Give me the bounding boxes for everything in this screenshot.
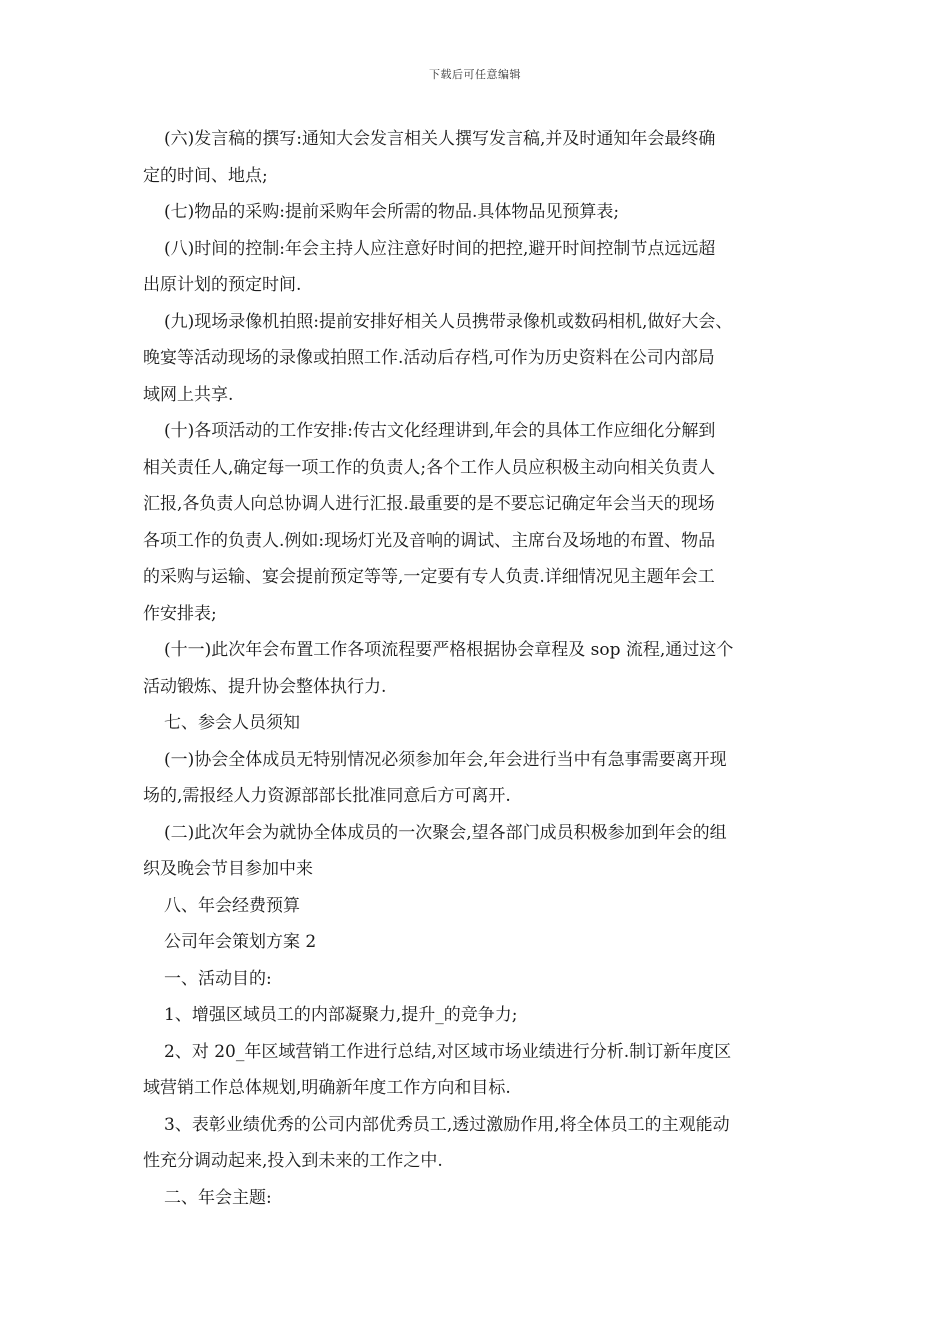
paragraph-line: (八)时间的控制:年会主持人应注意好时间的把控,避开时间控制节点远远超 — [164, 238, 716, 259]
paragraph-line: 晚宴等活动现场的录像或拍照工作.活动后存档,可作为历史资料在公司内部局 — [143, 348, 715, 368]
section-heading: 一、活动目的: — [164, 968, 272, 989]
paragraph-line: 3、表彰业绩优秀的公司内部优秀员工,透过激励作用,将全体员工的主观能动 — [164, 1114, 730, 1135]
paragraph-line: 织及晚会节目参加中来 — [143, 859, 313, 879]
paragraph-line: (一)协会全体成员无特别情况必须参加年会,年会进行当中有急事需要离开现 — [164, 749, 727, 770]
section-heading: 二、年会主题: — [164, 1187, 272, 1208]
paragraph-line: 定的时间、地点; — [143, 165, 268, 186]
document-title: 公司年会策划方案 2 — [164, 932, 317, 952]
paragraph-line: 的采购与运输、宴会提前预定等等,一定要有专人负责.详细情况见主题年会工 — [143, 567, 715, 587]
paragraph-line: 场的,需报经人力资源部部长批准同意后方可离开. — [143, 786, 511, 806]
paragraph-line: (十)各项活动的工作安排:传古文化经理讲到,年会的具体工作应细化分解到 — [164, 421, 716, 441]
document-body — [143, 121, 811, 1216]
paragraph-line: 性充分调动起来,投入到未来的工作之中. — [143, 1151, 443, 1171]
paragraph-line: (二)此次年会为就协全体成员的一次聚会,望各部门成员积极参加到年会的组 — [164, 822, 727, 843]
paragraph-line: 汇报,各负责人向总协调人进行汇报.最重要的是不要忘记确定年会当天的现场 — [143, 494, 715, 514]
paragraph-line: (十一)此次年会布置工作各项流程要严格根据协会章程及 sop 流程,通过这个 — [164, 640, 734, 660]
paragraph-line: 2、对 20_年区域营销工作进行总结,对区域市场业绩进行分析.制订新年度区 — [164, 1041, 732, 1062]
paragraph-line: 1、增强区域员工的内部凝聚力,提升_的竞争力; — [164, 1005, 518, 1025]
section-heading: 八、年会经费预算 — [164, 895, 300, 916]
paragraph-line: 相关责任人,确定每一项工作的负责人;各个工作人员应积极主动向相关负责人 — [143, 457, 716, 478]
paragraph-line: 出原计划的预定时间. — [143, 275, 302, 295]
paragraph-line: (七)物品的采购:提前采购年会所需的物品.具体物品见预算表; — [164, 202, 620, 222]
paragraph-line: (九)现场录像机拍照:提前安排好相关人员携带录像机或数码相机,做好大会、 — [164, 311, 733, 332]
paragraph-line: 域网上共享. — [143, 384, 234, 405]
section-heading: 七、参会人员须知 — [164, 713, 300, 733]
page-header: 下载后可任意编辑 — [429, 68, 521, 81]
paragraph-line: (六)发言稿的撰写:通知大会发言相关人撰写发言稿,并及时通知年会最终确 — [164, 129, 716, 149]
paragraph-line: 各项工作的负责人.例如:现场灯光及音响的调试、主席台及场地的布置、物品 — [143, 530, 716, 551]
paragraph-line: 作安排表; — [143, 603, 217, 624]
paragraph-line: 域营销工作总体规划,明确新年度工作方向和目标. — [143, 1078, 511, 1098]
paragraph-line: 活动锻炼、提升协会整体执行力. — [143, 676, 387, 697]
